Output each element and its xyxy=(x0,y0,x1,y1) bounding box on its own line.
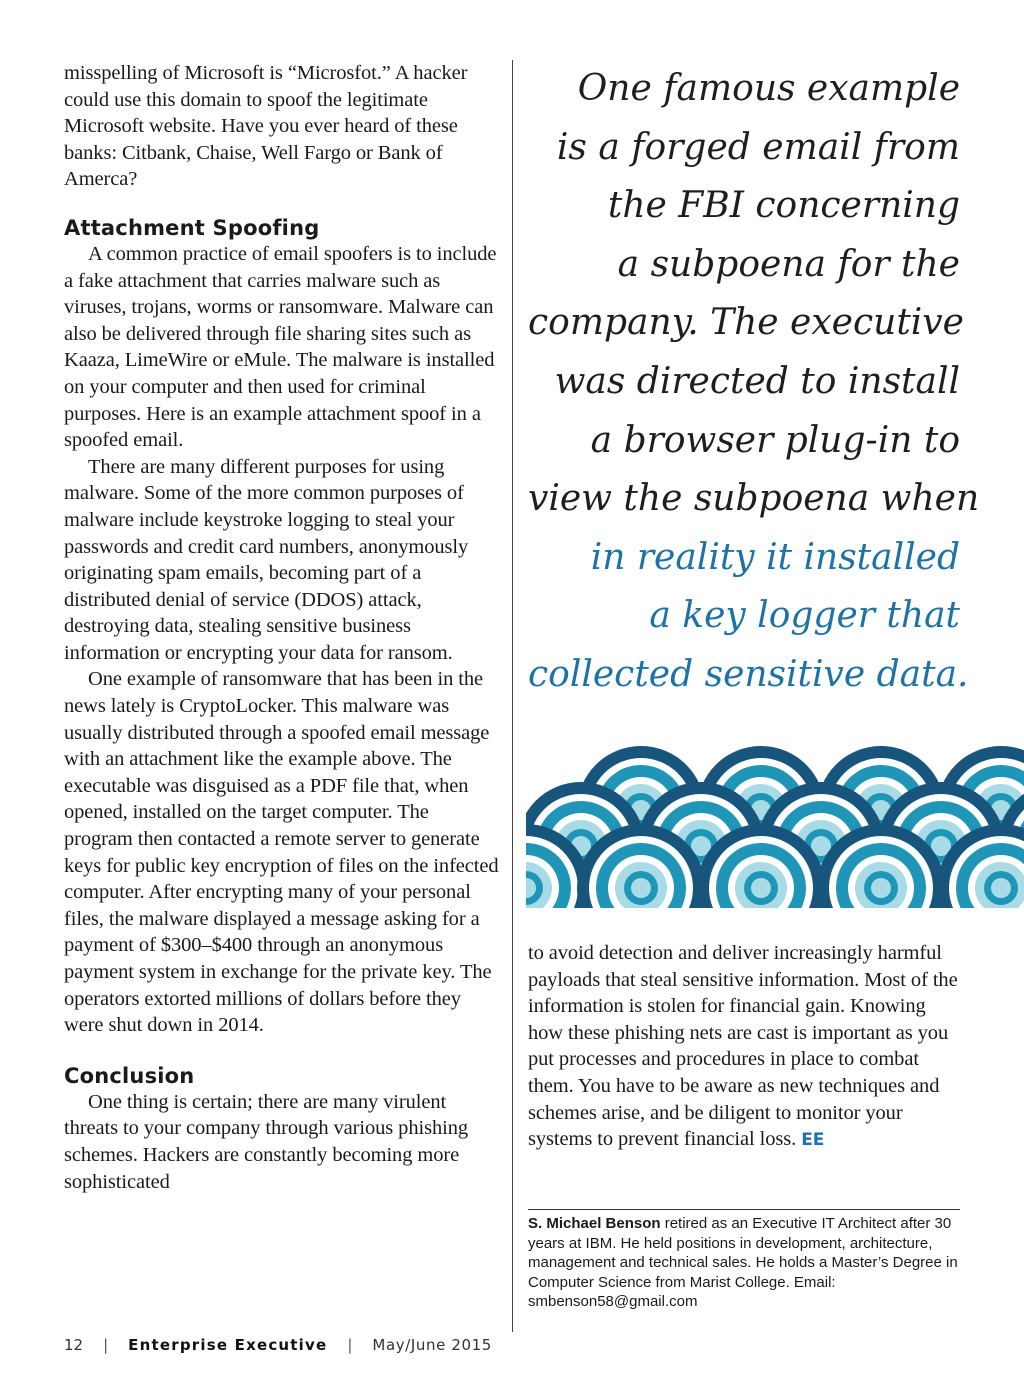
pull-quote xyxy=(528,60,980,705)
pull-quote-line: One famous example xyxy=(577,68,960,109)
pull-quote-line: company. The executive xyxy=(528,302,964,344)
pull-quote-line: the FBI concerning xyxy=(607,185,960,227)
conclusion-paragraph: One thing is certain; there are many virulent threats to your company through various phishing schemes. Hackers are constantly becoming more sophisticated xyxy=(64,1090,468,1193)
author-name: S. Michael Benson xyxy=(528,1215,661,1232)
wave-ring xyxy=(871,878,891,898)
wave-ring xyxy=(751,878,771,898)
pull-quote-line: view the subpoena when xyxy=(528,478,980,520)
wave-ring xyxy=(991,878,1011,898)
intro-paragraph: misspelling of Microsoft is “Microsfot.” A hacker could use this domain to spoof the legitimate Microsoft website. Have you ever heard of these banks: Citbank, Chaise, Well Fargo or Bank of Amerca? xyxy=(64,62,468,191)
continued-paragraph xyxy=(528,940,960,1154)
pull-quote-highlight-line: a key logger that xyxy=(649,595,960,637)
attachment-spoofing-heading: Attachment Spoofing xyxy=(64,215,320,240)
right-column xyxy=(528,940,960,1154)
attachment-paragraph-1: A common practice of email spoofers is to include a fake attachment that carries malware such as viruses, trojans, worms or ransomware. Malware can also be delivered through file sharing sites such as Kaaza, LimeWire or eMule. The malware is installed on your computer and then used for criminal purposes. Here is an example attachment spoof in a spoofed email. xyxy=(64,242,497,452)
end-mark-logo: EE xyxy=(801,1130,825,1151)
wave-pattern-illustration xyxy=(526,728,1024,908)
conclusion-heading: Conclusion xyxy=(64,1063,195,1088)
bio-divider xyxy=(528,1209,960,1210)
footer-separator: | xyxy=(347,1336,353,1354)
magazine-title: Enterprise Executive xyxy=(128,1336,328,1354)
pull-quote-highlight-line: in reality it installed xyxy=(590,536,960,578)
wave-ring xyxy=(631,878,651,898)
column-divider xyxy=(512,60,513,1332)
decorative-wave-graphic xyxy=(526,728,1024,908)
continued-paragraph-text: to avoid detection and deliver increasingly harmful payloads that steal sensitive information. Most of the information is stolen for financial gain. Knowing how these phishing nets are cast is important as you put processes and procedures in place to combat them. You have to be aware as new techniques and schemes arise, and be diligent to monitor your systems to prevent financial loss. xyxy=(528,942,958,1151)
author-bio-text: retired as an Executive IT Architect after 30 years at IBM. He held positions in development, architecture, management and technical sales. He holds a Master’s Degree in Computer Science from Marist College. Email: smbenson58@gmail.com xyxy=(528,1215,958,1311)
author-bio xyxy=(528,1214,964,1312)
pull-quote-line: was directed to install xyxy=(554,360,960,402)
issue-date: May/June 2015 xyxy=(372,1336,492,1354)
pull-quote-line: a browser plug-in to xyxy=(590,419,960,461)
pull-quote-highlight-line: collected sensitive data. xyxy=(528,653,969,695)
left-column xyxy=(64,60,500,1195)
page-number: 12 xyxy=(64,1336,84,1354)
pull-quote-line: a subpoena for the xyxy=(617,243,960,285)
page-footer xyxy=(64,1334,492,1356)
footer-separator: | xyxy=(103,1336,109,1354)
attachment-paragraph-3: One example of ransomware that has been in the news lately is CryptoLocker. This malware was usually distributed through a spoofed email message with an attachment like the example above. The executable was disguised as a PDF file that, when opened, installed on the target computer. The program then contacted a remote server to generate keys for public key encryption of files on the infected computer. After encrypting many of your personal files, the malware displayed a message asking for a payment of $300–$400 through an anonymous payment system in exchange for the private key. The operators extorted millions of dollars before they were shut down in 2014. xyxy=(64,668,499,1037)
pull-quote-line: is a forged email from xyxy=(556,126,960,168)
attachment-paragraph-2: There are many different purposes for using malware. Some of the more common purposes of malware include keystroke logging to steal your passwords and credit card numbers, anonymously originating spam emails, becoming part of a distributed denial of service (DDOS) attack, destroying data, stealing sensitive business information or encrypting your data for ransom. xyxy=(64,455,469,664)
